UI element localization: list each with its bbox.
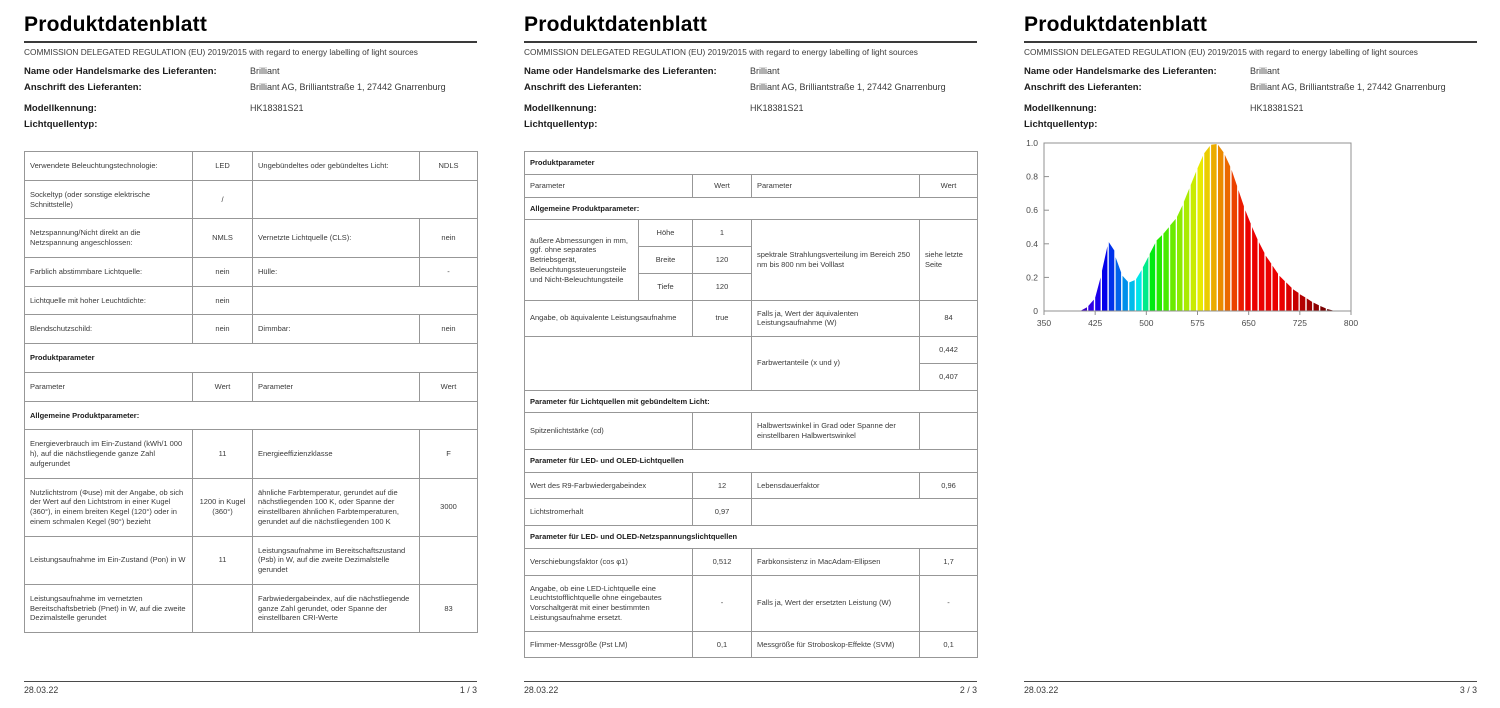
parameter-cell: Farblich abstimmbare Lichtquelle:	[25, 257, 193, 286]
spectrum-bar	[1286, 282, 1291, 311]
section-header-cell: Parameter für LED- und OLED-Netzspannungslichtquellen	[525, 526, 978, 549]
parameter-cell: Netzspannung/Nicht direkt an die Netzspannung angeschlossen:	[25, 219, 193, 258]
table-row	[525, 152, 978, 175]
spectrum-bar	[1232, 170, 1238, 311]
spectral-chart-container	[1014, 135, 1477, 340]
spectrum-bar	[1150, 243, 1156, 311]
value-cell: nein	[193, 315, 253, 344]
table-row	[25, 180, 478, 219]
spectrum-bar	[1273, 266, 1279, 311]
value-cell	[693, 413, 752, 450]
value-cell: Wert	[193, 372, 253, 401]
parameters-table-container	[24, 151, 477, 633]
parameter-cell: Lichtquelle mit hoher Leuchtdichte:	[25, 286, 193, 315]
value-cell: nein	[420, 315, 478, 344]
table-row	[25, 257, 478, 286]
parameter-cell: Verwendete Beleuchtungstechnologie:	[25, 152, 193, 181]
field-value: Brilliant	[1250, 66, 1280, 76]
parameter-cell: Wert des R9-Farbwiedergabeindex	[525, 472, 693, 499]
section-header-cell: Allgemeine Produktparameter:	[25, 401, 478, 430]
value-cell: LED	[193, 152, 253, 181]
parameter-cell: Lichtstromerhalt	[525, 499, 693, 526]
parameter-cell: Leistungsaufnahme im Ein-Zustand (Pon) in W	[25, 536, 193, 584]
page-footer	[24, 681, 477, 695]
x-axis-label: 650	[1241, 318, 1256, 328]
field-label: Anschrift des Lieferanten:	[1024, 82, 1142, 93]
parameter-cell: Sockeltyp (oder sonstige elektrische Schnittstelle)	[25, 180, 193, 219]
value-cell: Wert	[420, 372, 478, 401]
value-cell: Breite	[639, 247, 693, 274]
spectrum-bar	[1225, 155, 1230, 311]
parameter-cell	[253, 286, 478, 315]
parameter-cell	[752, 499, 978, 526]
value-cell: true	[693, 300, 752, 337]
table-row	[525, 174, 978, 197]
page-footer	[1024, 681, 1477, 695]
spectrum-bar	[1191, 172, 1196, 311]
y-axis-label: 1.0	[1026, 138, 1038, 148]
field-label: Name oder Handelsmarke des Lieferanten:	[24, 66, 217, 77]
value-cell: 120	[693, 247, 752, 274]
field-row	[24, 82, 477, 93]
parameter-cell: Angabe, ob eine LED-Lichtquelle eine Leuchtstofflichtquelle ohne eingebautes Vorschaltgerät mit einer bestimmten Leistungsaufnahme ersetzt.	[525, 575, 693, 631]
value-cell: -	[693, 575, 752, 631]
spectrum-bar	[1293, 289, 1299, 311]
value-cell: 0,442	[920, 337, 978, 364]
field-row	[24, 66, 477, 77]
table-row	[25, 584, 478, 632]
field-value: Brilliant AG, Brilliantstraße 1, 27442 Gnarrenburg	[1250, 82, 1446, 92]
field-row	[1024, 119, 1477, 130]
field-value: Brilliant AG, Brilliantstraße 1, 27442 Gnarrenburg	[250, 82, 446, 92]
parameter-cell: Parameter	[25, 372, 193, 401]
value-cell: /	[193, 180, 253, 219]
supplier-fields	[1024, 66, 1477, 130]
spectrum-bar	[1170, 219, 1176, 311]
field-row	[524, 119, 977, 130]
parameter-cell: Energieverbrauch im Ein-Zustand (kWh/1 000 h), auf die nächstliegende ganze Zahl aufgerundet	[25, 430, 193, 478]
field-label: Modellkennung:	[1024, 103, 1097, 114]
footer-page-number: 1 / 3	[459, 685, 477, 695]
field-label: Name oder Handelsmarke des Lieferanten:	[524, 66, 717, 77]
field-label: Anschrift des Lieferanten:	[24, 82, 142, 93]
table-row	[525, 472, 978, 499]
x-axis-label: 725	[1292, 318, 1307, 328]
table-row	[525, 526, 978, 549]
parameter-cell: Dimmbar:	[253, 315, 420, 344]
table-row	[25, 344, 478, 373]
table-row	[525, 413, 978, 450]
value-cell: 1	[693, 220, 752, 247]
x-axis-label: 350	[1036, 318, 1052, 328]
field-label: Name oder Handelsmarke des Lieferanten:	[1024, 66, 1217, 77]
value-cell: 0,512	[693, 548, 752, 575]
value-cell: 1,7	[920, 548, 978, 575]
field-label: Lichtquellentyp:	[24, 119, 98, 130]
spectral-distribution-chart	[1014, 135, 1394, 335]
value-cell: nein	[193, 257, 253, 286]
footer-page-number: 3 / 3	[1459, 685, 1477, 695]
value-cell: 3000	[420, 478, 478, 536]
product-parameters-table-page1	[24, 151, 478, 633]
field-value: HK18381S21	[1250, 103, 1304, 113]
field-row	[524, 103, 977, 114]
spectrum-bar	[1088, 300, 1094, 311]
value-cell: F	[420, 430, 478, 478]
value-cell: Höhe	[639, 220, 693, 247]
value-cell: -	[420, 257, 478, 286]
table-row	[525, 499, 978, 526]
table-row	[25, 430, 478, 478]
parameter-cell: Leistungsaufnahme im vernetzten Bereitschaftsbetrieb (Pnet) in W, auf die zweite Dezimalstelle gerundet	[25, 584, 193, 632]
parameter-cell: Halbwertswinkel in Grad oder Spanne der einstellbaren Halbwertswinkel	[752, 413, 920, 450]
value-cell: Wert	[920, 174, 978, 197]
x-axis-label: 575	[1190, 318, 1205, 328]
table-row	[25, 219, 478, 258]
spectrum-bar	[1211, 144, 1217, 311]
footer-date: 28.03.22	[524, 685, 559, 695]
value-cell	[920, 413, 978, 450]
table-row	[25, 315, 478, 344]
parameter-cell: Energieeffizienzklasse	[253, 430, 420, 478]
parameter-cell: Parameter	[253, 372, 420, 401]
supplier-fields	[524, 66, 977, 130]
field-label: Modellkennung:	[524, 103, 597, 114]
field-label: Anschrift des Lieferanten:	[524, 82, 642, 93]
page-footer	[524, 681, 977, 695]
value-cell: 11	[193, 536, 253, 584]
spectrum-bar	[1095, 277, 1100, 311]
x-axis-label: 500	[1139, 318, 1154, 328]
spectrum-bar	[1314, 303, 1319, 311]
section-header-cell: Produktparameter	[25, 344, 478, 373]
parameter-cell	[253, 180, 478, 219]
footer-date: 28.03.22	[1024, 685, 1059, 695]
section-header-cell: Parameter für LED- und OLED-Lichtquellen	[525, 449, 978, 472]
parameter-cell: Messgröße für Stroboskop-Effekte (SVM)	[752, 631, 920, 658]
value-cell: 0,97	[693, 499, 752, 526]
field-row	[524, 66, 977, 77]
value-cell: 0,96	[920, 472, 978, 499]
spectrum-bar	[1198, 156, 1204, 311]
value-cell: 0,1	[693, 631, 752, 658]
spectrum-bar	[1177, 205, 1183, 311]
field-label: Lichtquellentyp:	[1024, 119, 1098, 130]
footer-page-number: 2 / 3	[959, 685, 977, 695]
page-2	[500, 0, 1000, 708]
field-value: HK18381S21	[250, 103, 304, 113]
value-cell: -	[920, 575, 978, 631]
spectrum-bar	[1252, 227, 1257, 311]
value-cell: 120	[693, 273, 752, 300]
regulation-subtitle: COMMISSION DELEGATED REGULATION (EU) 2019/2015 with regard to energy labelling of light sources	[24, 47, 418, 57]
parameter-cell: Falls ja, Wert der ersetzten Leistung (W)	[752, 575, 920, 631]
field-row	[1024, 103, 1477, 114]
spectrum-bar	[1143, 257, 1149, 311]
parameter-cell: Farbwiedergabeindex, auf die nächstliegende ganze Zahl gerundet, oder Spanne der einstellbaren CRI-Werte	[253, 584, 420, 632]
parameter-cell: Parameter	[752, 174, 920, 197]
table-row	[25, 286, 478, 315]
regulation-subtitle: COMMISSION DELEGATED REGULATION (EU) 2019/2015 with regard to energy labelling of light sources	[1024, 47, 1418, 57]
value-cell: 12	[693, 472, 752, 499]
field-value: Brilliant	[250, 66, 280, 76]
y-axis-label: 0.6	[1026, 205, 1038, 216]
table-row	[525, 449, 978, 472]
value-cell: 11	[193, 430, 253, 478]
y-axis-label: 0.2	[1026, 272, 1038, 283]
table-row	[525, 390, 978, 413]
footer-date: 28.03.22	[24, 685, 59, 695]
parameter-cell: ähnliche Farbtemperatur, gerundet auf die nächstliegenden 100 K, oder Spanne der einstellbaren ähnlichen Farbtemperaturen, gerundet auf die nächstliegenden 100 K	[253, 478, 420, 536]
parameter-cell: Flimmer-Messgröße (Pst LM)	[525, 631, 693, 658]
supplier-fields	[24, 66, 477, 130]
table-row	[25, 401, 478, 430]
field-label: Modellkennung:	[24, 103, 97, 114]
parameter-cell: Falls ja, Wert der äquivalenten Leistungsaufnahme (W)	[752, 300, 920, 337]
parameter-cell: Ungebündeltes oder gebündeltes Licht:	[253, 152, 420, 181]
parameter-cell	[525, 337, 752, 391]
spectrum-bar	[1157, 235, 1162, 311]
value-cell: 83	[420, 584, 478, 632]
table-row	[25, 478, 478, 536]
parameter-cell: Lebensdauerfaktor	[752, 472, 920, 499]
field-value: HK18381S21	[750, 103, 804, 113]
value-cell: Wert	[693, 174, 752, 197]
section-header-cell: Produktparameter	[525, 152, 978, 175]
spectrum-bar	[1163, 227, 1168, 311]
field-row	[1024, 82, 1477, 93]
parameter-cell: Angabe, ob äquivalente Leistungsaufnahme	[525, 300, 693, 337]
table-row	[525, 548, 978, 575]
table-row	[25, 152, 478, 181]
parameter-cell: Blendschutzschild:	[25, 315, 193, 344]
parameter-cell: siehe letzte Seite	[920, 220, 978, 300]
table-row	[525, 197, 978, 220]
x-axis-label: 425	[1088, 318, 1103, 328]
value-cell: 1200 in Kugel (360°)	[193, 478, 253, 536]
product-parameters-table-page2	[524, 151, 978, 658]
table-row	[525, 300, 978, 337]
field-label: Lichtquellentyp:	[524, 119, 598, 130]
parameters-table-container	[524, 151, 977, 658]
page-title: Produktdatenblatt	[24, 13, 477, 43]
value-cell: Tiefe	[639, 273, 693, 300]
parameter-cell: spektrale Strahlungsverteilung im Bereich 250 nm bis 800 nm bei Volllast	[752, 220, 920, 300]
spectrum-bar	[1082, 307, 1088, 311]
spectrum-bar	[1300, 294, 1306, 311]
table-row	[525, 337, 978, 364]
value-cell: nein	[193, 286, 253, 315]
value-cell: 0,1	[920, 631, 978, 658]
parameter-cell: Spitzenlichtstärke (cd)	[525, 413, 693, 450]
x-axis-label: 800	[1343, 318, 1359, 328]
field-value: Brilliant	[750, 66, 780, 76]
value-cell: NMLS	[193, 219, 253, 258]
regulation-subtitle: COMMISSION DELEGATED REGULATION (EU) 2019/2015 with regard to energy labelling of light sources	[524, 47, 918, 57]
spectrum-bar	[1245, 210, 1250, 311]
y-axis-label: 0.8	[1026, 171, 1038, 182]
field-row	[24, 119, 477, 130]
value-cell: 84	[920, 300, 978, 337]
spectrum-bar	[1259, 242, 1265, 311]
parameter-cell: Hülle:	[253, 257, 420, 286]
value-cell: NDLS	[420, 152, 478, 181]
y-axis-label: 0	[1033, 306, 1038, 316]
spectrum-bar	[1102, 246, 1107, 311]
spectrum-bar	[1109, 242, 1115, 311]
section-header-cell: Parameter für Lichtquellen mit gebündeltem Licht:	[525, 390, 978, 413]
spectrum-bar	[1218, 145, 1223, 311]
spectrum-bar	[1320, 306, 1326, 311]
parameter-cell: äußere Abmessungen in mm, ggf. ohne separates Betriebsgerät, Beleuchtungssteuerungsteile und Nicht-Beleuchtungsteile	[525, 220, 639, 300]
spectrum-bar	[1184, 188, 1189, 311]
table-row	[525, 575, 978, 631]
table-row	[525, 220, 978, 247]
parameter-cell: Farbwertanteile (x und y)	[752, 337, 920, 391]
page-1	[0, 0, 500, 708]
parameter-cell: Vernetzte Lichtquelle (CLS):	[253, 219, 420, 258]
field-value: Brilliant AG, Brilliantstraße 1, 27442 Gnarrenburg	[750, 82, 946, 92]
spectrum-bar	[1238, 190, 1244, 311]
table-row	[25, 372, 478, 401]
spectrum-bar	[1307, 298, 1312, 311]
spectrum-bar	[1204, 146, 1210, 311]
section-header-cell: Allgemeine Produktparameter:	[525, 197, 978, 220]
spectrum-bar	[1123, 276, 1128, 311]
page-3	[1000, 0, 1500, 708]
value-cell: nein	[420, 219, 478, 258]
spectrum-bar	[1279, 276, 1284, 311]
table-row	[25, 536, 478, 584]
spectrum-bar	[1136, 270, 1142, 311]
y-axis-label: 0.4	[1026, 238, 1038, 249]
spectrum-bar	[1129, 280, 1134, 311]
field-row	[24, 103, 477, 114]
parameter-cell: Leistungsaufnahme im Bereitschaftszustand (Psb) in W, auf die zweite Dezimalstelle gerundet	[253, 536, 420, 584]
parameter-cell: Parameter	[525, 174, 693, 197]
page-title: Produktdatenblatt	[1024, 13, 1477, 43]
field-row	[524, 82, 977, 93]
value-cell: 0,407	[920, 363, 978, 390]
spectrum-bar	[1116, 257, 1122, 311]
spectrum-bar	[1266, 256, 1272, 311]
field-row	[1024, 66, 1477, 77]
parameter-cell: Nutzlichtstrom (Φuse) mit der Angabe, ob sich der Wert auf den Lichtstrom in einer Kugel (360°), in einem breiten Kegel (120°) oder in einem schmalen Kegel (90°) bezieht	[25, 478, 193, 536]
table-row	[525, 631, 978, 658]
value-cell	[420, 536, 478, 584]
parameter-cell: Farbkonsistenz in MacAdam-Ellipsen	[752, 548, 920, 575]
value-cell	[193, 584, 253, 632]
parameter-cell: Verschiebungsfaktor (cos φ1)	[525, 548, 693, 575]
page-title: Produktdatenblatt	[524, 13, 977, 43]
